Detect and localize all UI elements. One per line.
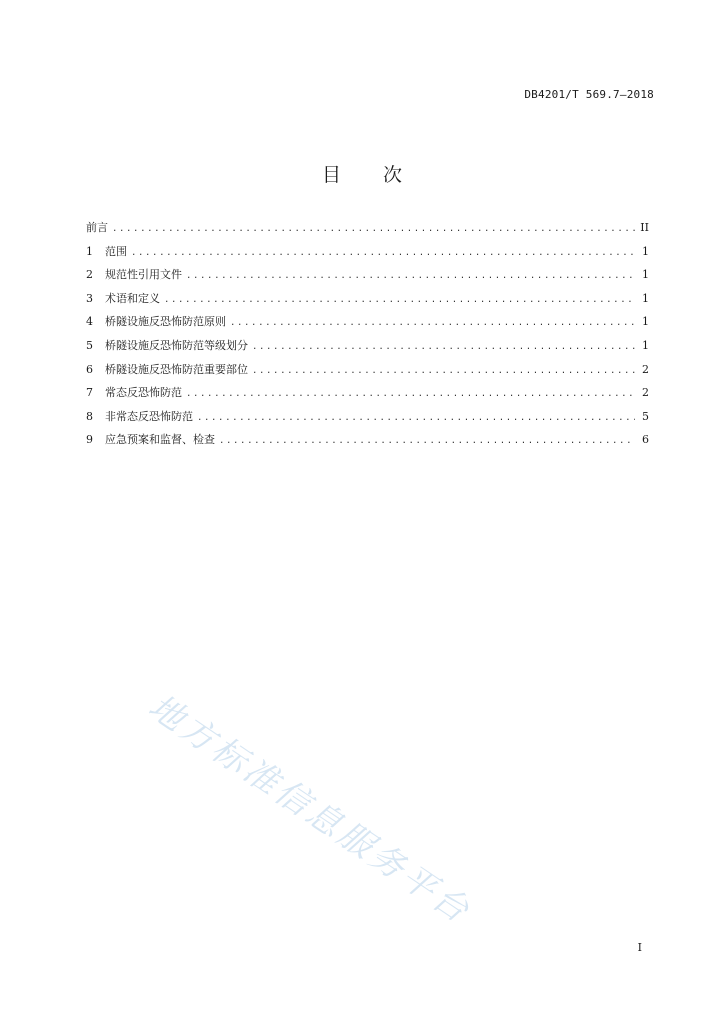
toc-entry-number: 3 <box>86 291 93 305</box>
toc-entry-label: 桥隧设施反恐怖防范原则 <box>105 315 226 329</box>
toc-entry-4[interactable] <box>86 310 649 334</box>
toc-dot-leader <box>219 430 635 454</box>
toc-entry-9[interactable] <box>86 428 649 452</box>
toc-entry-number: 8 <box>86 409 93 423</box>
toc-entry-number: 7 <box>86 386 93 400</box>
toc-entry-number: 4 <box>86 315 93 329</box>
toc-entry-number: 9 <box>86 433 93 447</box>
toc-entry-page: 5 <box>642 409 649 423</box>
toc-entry-label: 规范性引用文件 <box>105 268 182 282</box>
toc-title-char-1: 目 <box>321 164 341 186</box>
toc-entry-label: 非常态反恐怖防范 <box>105 409 193 423</box>
toc-entry-foreword[interactable] <box>86 216 649 240</box>
toc-dot-leader <box>186 265 635 289</box>
toc-entry-number: 2 <box>86 268 93 282</box>
toc-dot-leader <box>186 383 635 407</box>
toc-entry-page: 1 <box>642 268 649 282</box>
toc-entry-2[interactable] <box>86 263 649 287</box>
toc-entry-label: 桥隧设施反恐怖防范重要部位 <box>105 362 248 376</box>
toc-entry-number: 6 <box>86 362 93 376</box>
toc-dot-leader <box>252 360 635 384</box>
toc-entry-7[interactable] <box>86 381 649 405</box>
toc-entry-5[interactable] <box>86 334 649 358</box>
toc-title-char-2: 次 <box>383 164 403 186</box>
toc-dot-leader <box>112 218 635 242</box>
toc-entry-page: 1 <box>642 315 649 329</box>
toc-entry-label: 应急预案和监督、检查 <box>105 433 215 447</box>
toc-entry-label: 前言 <box>86 221 108 234</box>
toc-dot-leader <box>131 242 635 266</box>
toc-dot-leader <box>252 336 635 360</box>
toc-entry-page: 1 <box>642 291 649 305</box>
toc-entry-page: II <box>640 221 649 234</box>
page-number: I <box>637 941 642 954</box>
toc-entry-3[interactable] <box>86 287 649 311</box>
toc-entry-page: 6 <box>642 433 649 447</box>
toc-entry-label: 常态反恐怖防范 <box>105 386 182 400</box>
toc-dot-leader <box>230 312 635 336</box>
toc-entry-label: 范围 <box>105 244 127 258</box>
toc-dot-leader <box>164 289 635 313</box>
toc-entry-label: 术语和定义 <box>105 291 160 305</box>
table-of-contents <box>86 216 649 452</box>
toc-entry-page: 2 <box>642 362 649 376</box>
watermark: 地方标准信息服务平台 <box>141 686 479 933</box>
toc-entry-8[interactable] <box>86 405 649 429</box>
toc-entry-page: 2 <box>642 386 649 400</box>
toc-entry-label: 桥隧设施反恐怖防范等级划分 <box>105 338 248 352</box>
toc-entry-page: 1 <box>642 244 649 258</box>
toc-entry-1[interactable] <box>86 240 649 264</box>
toc-entry-page: 1 <box>642 338 649 352</box>
document-code: DB4201/T 569.7—2018 <box>524 88 654 101</box>
toc-dot-leader <box>197 407 635 431</box>
toc-entry-6[interactable] <box>86 358 649 382</box>
toc-entry-number: 5 <box>86 338 93 352</box>
toc-entry-number: 1 <box>86 244 93 258</box>
toc-title <box>0 160 724 187</box>
